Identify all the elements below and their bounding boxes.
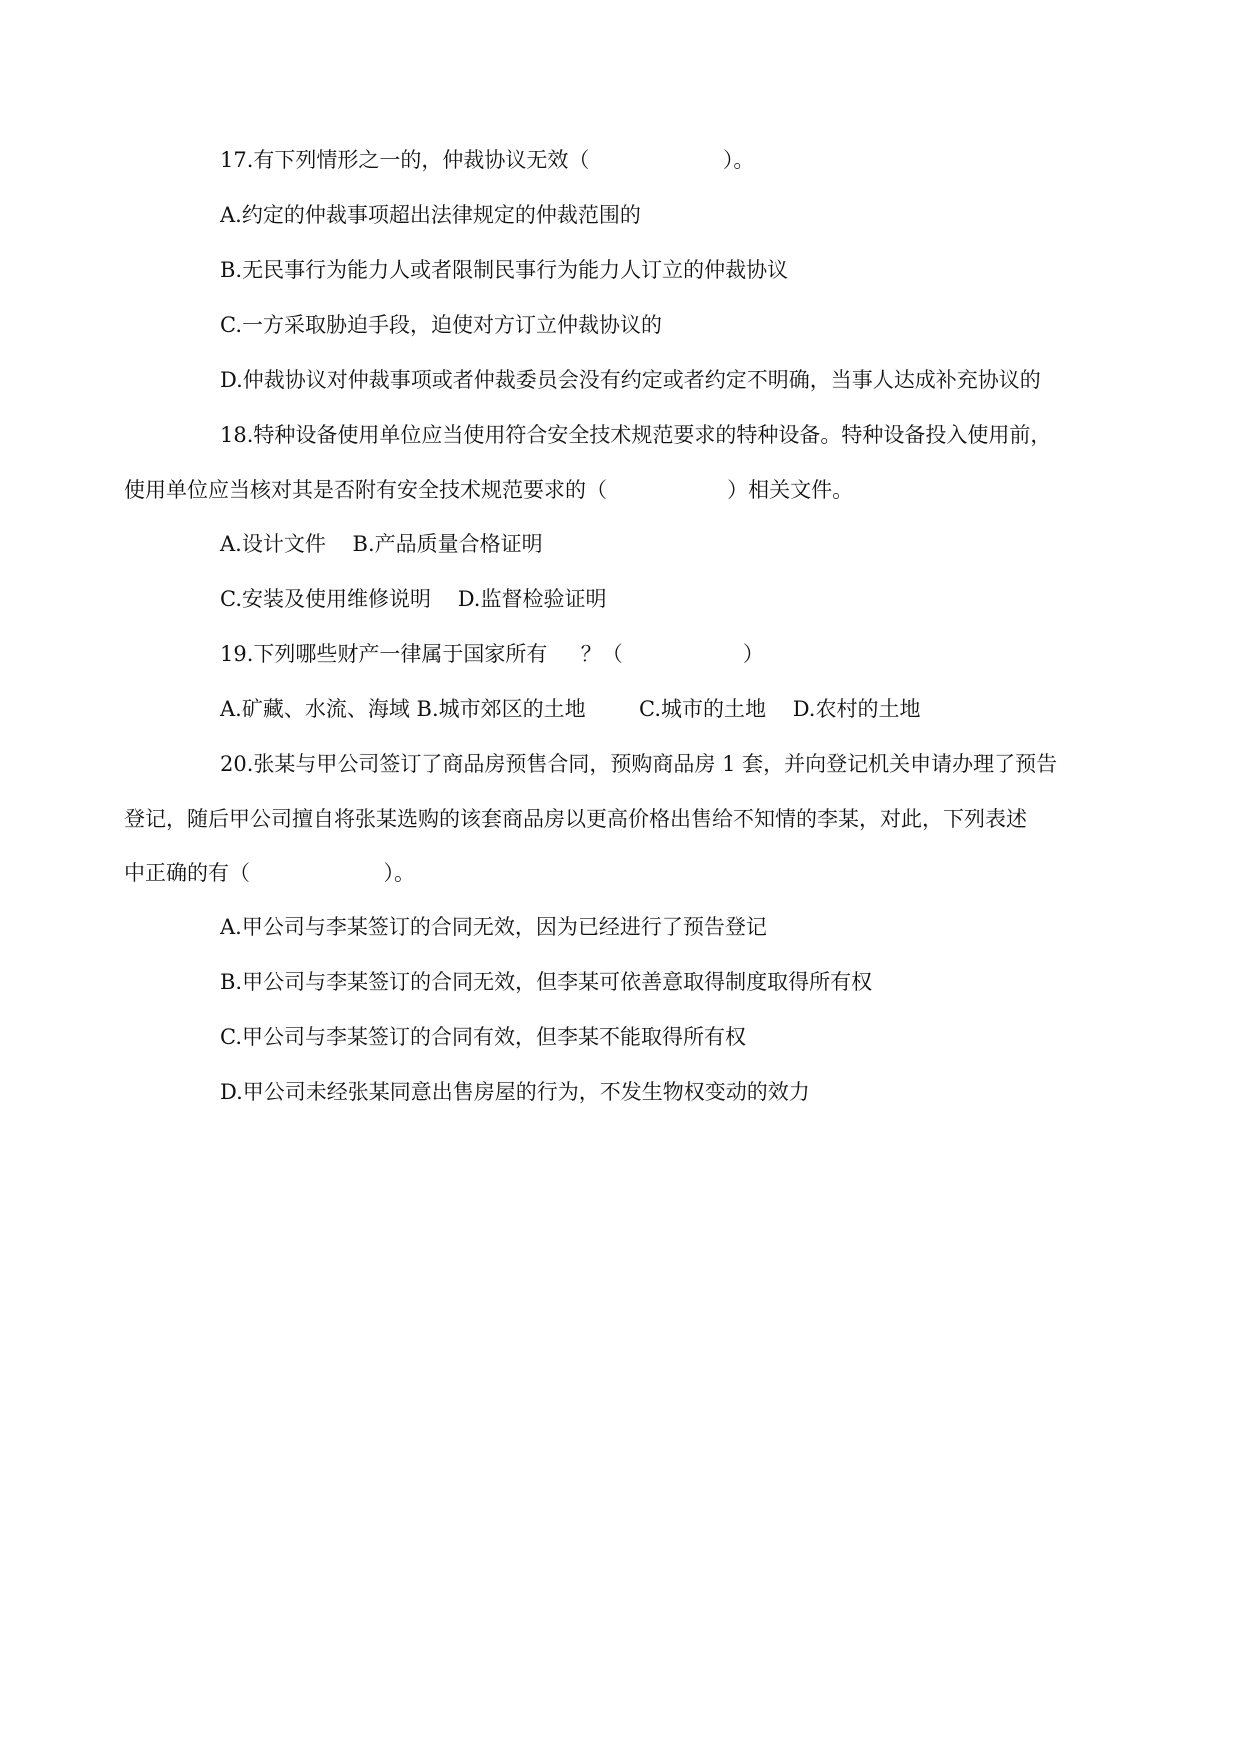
question-20-stem-line-1: 20.张某与甲公司签订了商品房预售合同，预购商品房 1 套，并向登记机关申请办理了预告 xyxy=(220,752,1058,776)
question-18-stem-line-2: 使用单位应当核对其是否附有安全技术规范要求的（ ）相关文件。 xyxy=(124,478,854,502)
question-17-option-c: C.一方采取胁迫手段，迫使对方订立仲裁协议的 xyxy=(220,313,662,337)
question-17-option-a: A.约定的仲裁事项超出法律规定的仲裁范围的 xyxy=(220,203,641,227)
question-18-stem-line-1: 18.特种设备使用单位应当使用符合安全技术规范要求的特种设备。特种设备投入使用前， xyxy=(220,423,1052,447)
question-20-option-d: D.甲公司未经张某同意出售房屋的行为，不发生物权变动的效力 xyxy=(220,1080,810,1104)
question-20-stem-line-2: 登记，随后甲公司擅自将张某选购的该套商品房以更高价格出售给不知情的李某，对此，下列表述 xyxy=(124,807,1027,831)
question-18-options-line-2: C.安装及使用维修说明 D.监督检验证明 xyxy=(220,587,607,611)
question-18-options-line-1: A.设计文件 B.产品质量合格证明 xyxy=(220,532,543,556)
question-17-option-d: D.仲裁协议对仲裁事项或者仲裁委员会没有约定或者约定不明确，当事人达成补充协议的 xyxy=(220,368,1041,392)
question-17-option-b: B.无民事行为能力人或者限制民事行为能力人订立的仲裁协议 xyxy=(220,258,789,282)
question-20-option-b: B.甲公司与李某签订的合同无效，但李某可依善意取得制度取得所有权 xyxy=(220,970,873,994)
question-20-option-a: A.甲公司与李某签订的合同无效，因为已经进行了预告登记 xyxy=(220,915,767,939)
question-19-stem: 19.下列哪些财产一律属于国家所有 ？（ ） xyxy=(220,642,764,666)
question-20-option-c: C.甲公司与李某签订的合同有效，但李某不能取得所有权 xyxy=(220,1025,746,1049)
question-20-stem-line-3: 中正确的有（ ）。 xyxy=(124,861,416,885)
question-19-options: A.矿藏、水流、海域 B.城市郊区的土地 C.城市的土地 D.农村的土地 xyxy=(220,697,921,721)
question-17-stem: 17.有下列情形之一的，仲裁协议无效（ ）。 xyxy=(220,148,755,172)
